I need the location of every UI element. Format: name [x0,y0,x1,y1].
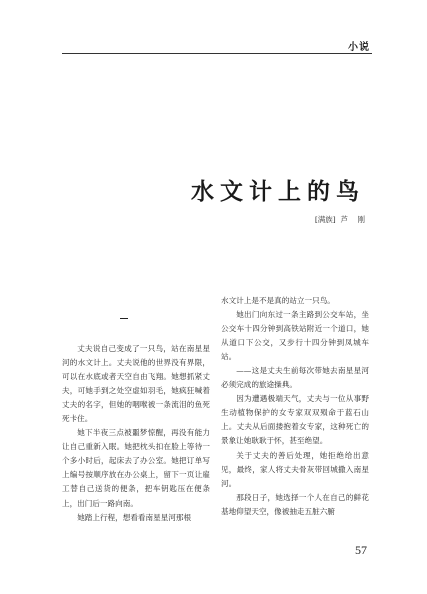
paragraph: 那段日子，她选择一个人在自己的鲜花基地仰望天空，像被抽走五脏六腑 [221,492,369,516]
header-rule [62,53,372,54]
left-column [62,342,210,567]
paragraph: 她下半夜三点被噩梦惊醒，再没有能力让自己重新入眠。她把枕头扣在脸上等待一个多小时后，起床去了办公室。她把订单写上编号按顺序放在办公桌上，留下一页让雇工替自己送货的便条，把车钥匙压在便条上，出门后一路向南。 [62,428,210,508]
story-title: 水文计上的鸟 [191,178,365,205]
paragraph-continued: 水文计上是不是真的站立一只鸟。 [221,296,335,305]
right-column [221,294,369,566]
part-marker [120,318,128,319]
page-number: 57 [355,543,367,557]
paragraph: 她出门向东过一条主路到公交车站，坐公交车十四分钟到高铁站附近一个道口，她从道口下公交，又步行十四分钟到凤城车站。 [221,310,369,362]
paragraph: 因为遭遇极端天气，丈夫与一位从事野生动植物保护的女专家双双殒命于蓝石山上。丈夫从后面搂抱着女专家，这种死亡的景象让她耿耿于怀，甚至绝望。 [221,394,369,446]
paragraph: ——这是丈夫生前每次带她去南星星河必须完成的旅途操典。 [221,366,369,390]
author-byline: [满族] 芦 刚 [314,215,365,224]
section-label: 小说 [348,42,370,53]
paragraph: 丈夫说自己变成了一只鸟，站在南星星河的水文计上。丈夫说他的世界没有界限，可以在水底或者天空自由飞翔。她想抓紧丈夫，可她手到之处空虚如羽毛，她疯狂喊着丈夫的名字，但她的咽喉被一条流泪的鱼死死卡住。 [62,344,210,424]
paragraph: 她踏上行程，想看看南星星河那根 [77,512,192,522]
paragraph: 关于丈夫的善后处理，她拒绝给出意见，最终，家人将丈夫骨灰带回城撒入南星河。 [221,450,369,488]
